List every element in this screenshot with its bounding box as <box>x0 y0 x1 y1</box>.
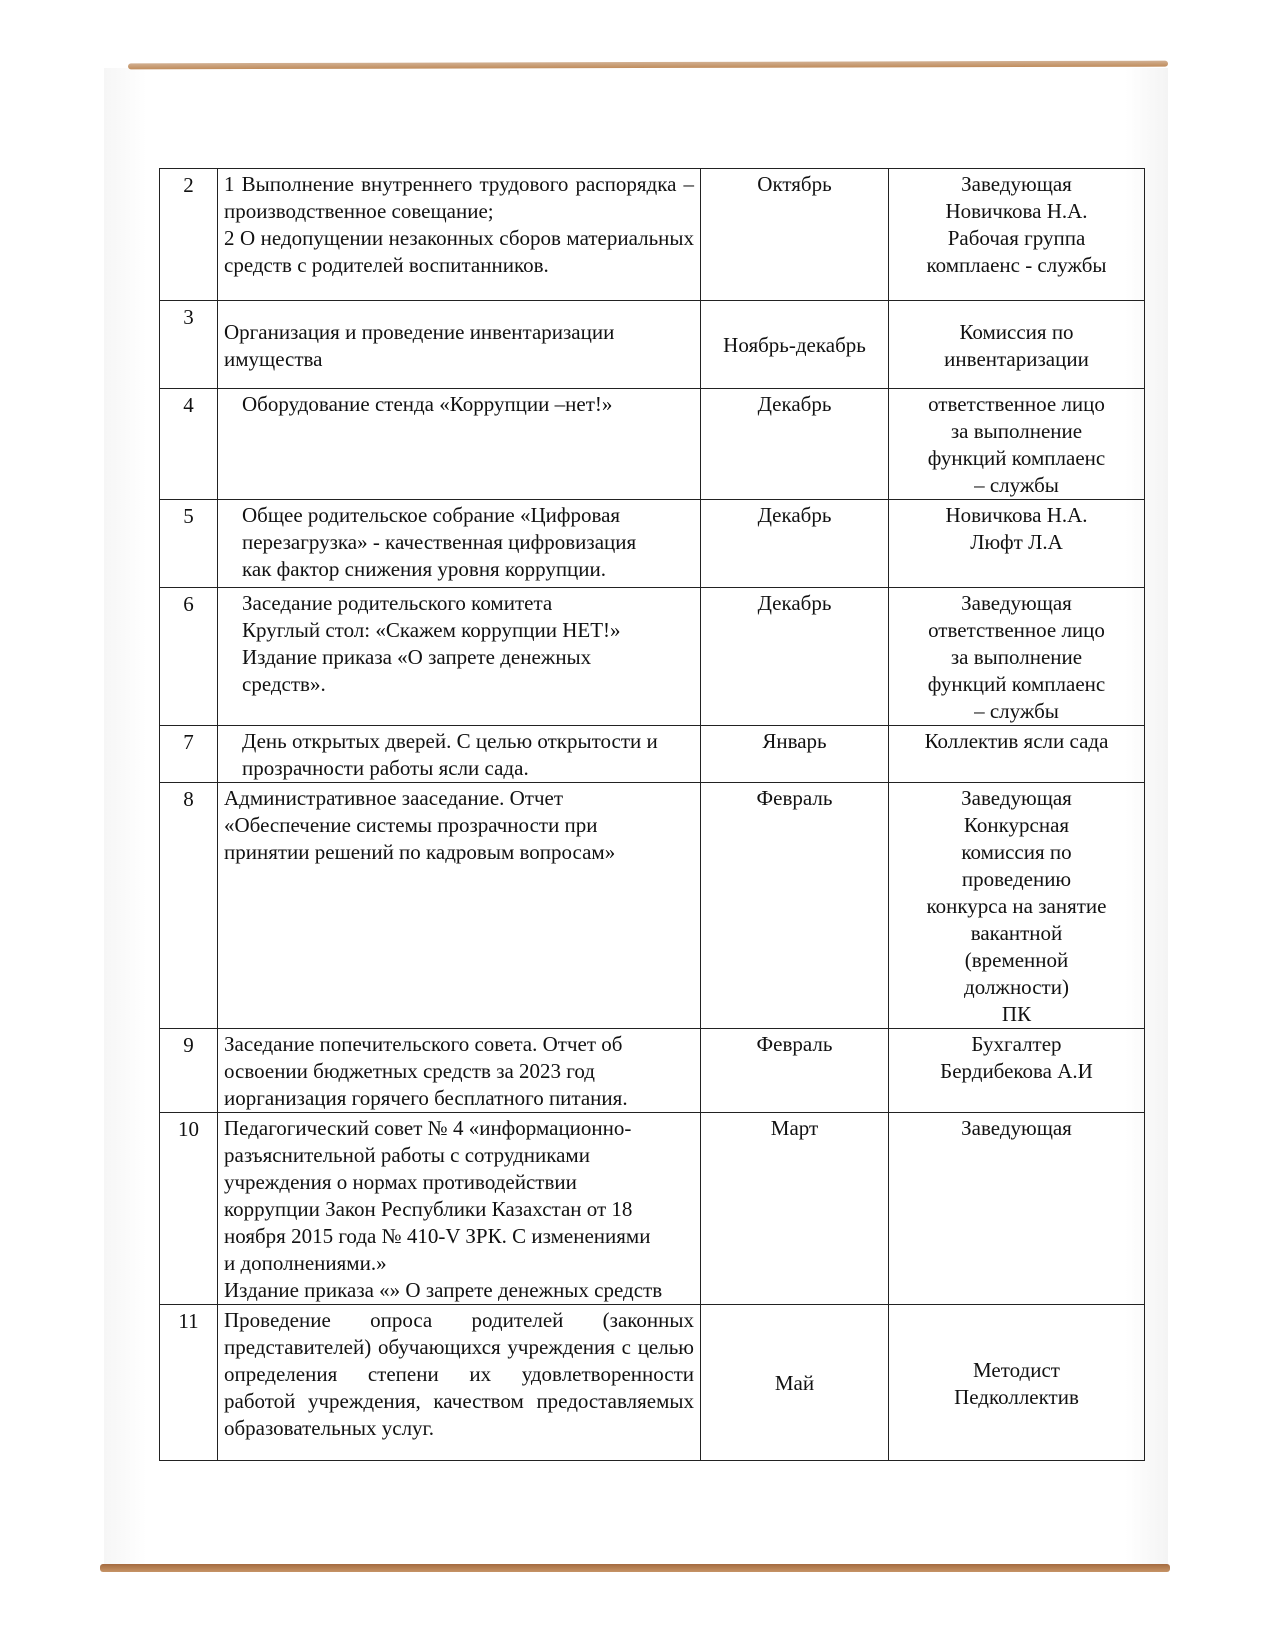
event-line: принятии решений по кадровым вопросам» <box>224 840 616 864</box>
responsible-line: Бердибекова А.И <box>940 1059 1093 1083</box>
responsible-line: Заведующая <box>961 591 1072 615</box>
row-number: 2 <box>160 169 218 301</box>
row-number: 5 <box>160 500 218 588</box>
term-cell: Май <box>701 1305 889 1461</box>
event-line: средств». <box>242 672 326 696</box>
table-row <box>160 726 1145 783</box>
responsible-line: Коллектив ясли сада <box>924 729 1109 753</box>
responsible-line: Бухгалтер <box>971 1032 1062 1056</box>
event-cell <box>218 301 701 389</box>
responsible-cell <box>889 726 1145 783</box>
responsible-line: Конкурсная <box>963 813 1070 837</box>
term-cell: Ноябрь-декабрь <box>701 301 889 389</box>
responsible-line: должности) <box>964 975 1069 999</box>
responsible-cell <box>889 783 1145 1029</box>
row-number: 7 <box>160 726 218 783</box>
responsible-cell <box>889 588 1145 726</box>
responsible-line: Люфт Л.А <box>970 530 1063 554</box>
events-table <box>159 168 1145 1461</box>
event-cell <box>218 783 701 1029</box>
responsible-cell <box>889 389 1145 500</box>
responsible-line: Рабочая группа <box>947 226 1086 250</box>
row-number: 4 <box>160 389 218 500</box>
responsible-line: ответственное лицо <box>928 618 1105 642</box>
responsible-line: ответственное лицо <box>928 392 1105 416</box>
table-row <box>160 500 1145 588</box>
event-cell <box>218 1113 701 1305</box>
responsible-line: за выполнение <box>950 645 1083 669</box>
event-line: учреждения о нормах противодействии <box>224 1170 577 1194</box>
event-line: Оборудование стенда «Коррупции –нет!» <box>242 392 613 416</box>
event-cell <box>218 389 701 500</box>
responsible-line: Заведующая <box>961 172 1072 196</box>
event-line: Круглый стол: «Скажем коррупции НЕТ!» <box>242 618 621 642</box>
row-number: 8 <box>160 783 218 1029</box>
event-line: Проведение опроса родителей (законных представителей) обучающихся учреждения с целью определения степени их удовлетворенности работой учреждения, качеством предоставляемых образовательных услуг. <box>224 1308 694 1440</box>
event-line: освоении бюджетных средств за 2023 год <box>224 1059 595 1083</box>
responsible-cell <box>889 500 1145 588</box>
event-cell <box>218 1029 701 1113</box>
row-number: 9 <box>160 1029 218 1113</box>
responsible-line: Комиссия по <box>959 319 1074 344</box>
term-cell: Октябрь <box>701 169 889 301</box>
event-line: прозрачности работы ясли сада. <box>242 756 529 780</box>
responsible-line: за выполнение <box>950 419 1083 443</box>
responsible-line: – службы <box>974 473 1059 497</box>
table-row <box>160 783 1145 1029</box>
event-line: Общее родительское собрание «Цифровая <box>242 503 621 527</box>
term-cell: Январь <box>701 726 889 783</box>
responsible-line: Заведующая <box>961 1116 1072 1140</box>
event-cell <box>218 726 701 783</box>
responsible-line: комплаенс - службы <box>926 253 1107 277</box>
event-line: «Обеспечение системы прозрачности при <box>224 813 598 837</box>
row-number: 6 <box>160 588 218 726</box>
event-line: коррупции Закон Республики Казахстан от 18 <box>224 1197 633 1221</box>
responsible-line: проведению <box>961 867 1072 891</box>
responsible-cell <box>889 1113 1145 1305</box>
table-row <box>160 588 1145 726</box>
responsible-line: (временной <box>964 948 1069 972</box>
table-row <box>160 1305 1145 1461</box>
table-row <box>160 301 1145 389</box>
term-cell: Февраль <box>701 783 889 1029</box>
responsible-line: Новичкова Н.А. <box>945 199 1088 223</box>
row-number: 11 <box>160 1305 218 1461</box>
event-line: Заседание попечительского совета. Отчет об <box>224 1032 623 1056</box>
event-line: Административное зааседание. Отчет <box>224 786 564 810</box>
term-cell: Декабрь <box>701 500 889 588</box>
event-line: перезагрузка» - качественная цифровизация <box>242 530 637 554</box>
table-row <box>160 1113 1145 1305</box>
responsible-line: функций комплаенс <box>927 672 1106 696</box>
paper-edge-bottom <box>100 1564 1170 1572</box>
table-row <box>160 389 1145 500</box>
event-line: Издание приказа «О запрете денежных <box>242 645 592 669</box>
event-cell <box>218 1305 701 1461</box>
row-number: 10 <box>160 1113 218 1305</box>
responsible-line: комиссия по <box>961 840 1072 864</box>
term-cell: Март <box>701 1113 889 1305</box>
event-line: Организация и проведение инвентаризации имущества <box>224 319 615 371</box>
event-line: ноября 2015 года № 410-V ЗРК. С изменениями <box>224 1224 651 1248</box>
responsible-line: вакантной <box>970 921 1063 945</box>
event-line: иорганизация горячего бесплатного питания. <box>224 1086 628 1110</box>
responsible-cell <box>889 1305 1145 1461</box>
event-line: разъяснительной работы с сотрудниками <box>224 1143 590 1167</box>
event-line: Издание приказа «» О запрете денежных средств <box>224 1278 663 1302</box>
responsible-cell <box>889 1029 1145 1113</box>
responsible-line: Новичкова Н.А. <box>945 503 1088 527</box>
event-cell <box>218 500 701 588</box>
responsible-line: – службы <box>974 699 1059 723</box>
term-cell: Февраль <box>701 1029 889 1113</box>
table-row <box>160 169 1145 301</box>
responsible-line: Педколлектив <box>954 1384 1079 1409</box>
table-row <box>160 1029 1145 1113</box>
term-cell: Декабрь <box>701 389 889 500</box>
row-number: 3 <box>160 301 218 389</box>
responsible-cell <box>889 301 1145 389</box>
event-line: Заседание родительского комитета <box>242 591 553 615</box>
responsible-line: ПК <box>1001 1002 1032 1026</box>
responsible-cell <box>889 169 1145 301</box>
event-cell <box>218 169 701 301</box>
term-cell: Декабрь <box>701 588 889 726</box>
event-line: Педагогический совет № 4 «информационно- <box>224 1116 632 1140</box>
event-line: 1 Выполнение внутреннего трудового распорядка – производственное совещание; <box>224 172 694 223</box>
event-line: День открытых дверей. С целью открытости и <box>242 729 658 753</box>
event-line: и дополнениями.» <box>224 1251 387 1275</box>
responsible-line: инвентаризации <box>944 346 1089 371</box>
event-line: 2 О недопущении незаконных сборов материальных средств с родителей воспитанников. <box>224 226 694 277</box>
event-cell <box>218 588 701 726</box>
responsible-line: Методист <box>973 1357 1060 1382</box>
responsible-line: функций комплаенс <box>927 446 1106 470</box>
responsible-line: конкурса на занятие <box>926 894 1107 918</box>
event-line: как фактор снижения уровня коррупции. <box>242 557 607 581</box>
responsible-line: Заведующая <box>961 786 1072 810</box>
